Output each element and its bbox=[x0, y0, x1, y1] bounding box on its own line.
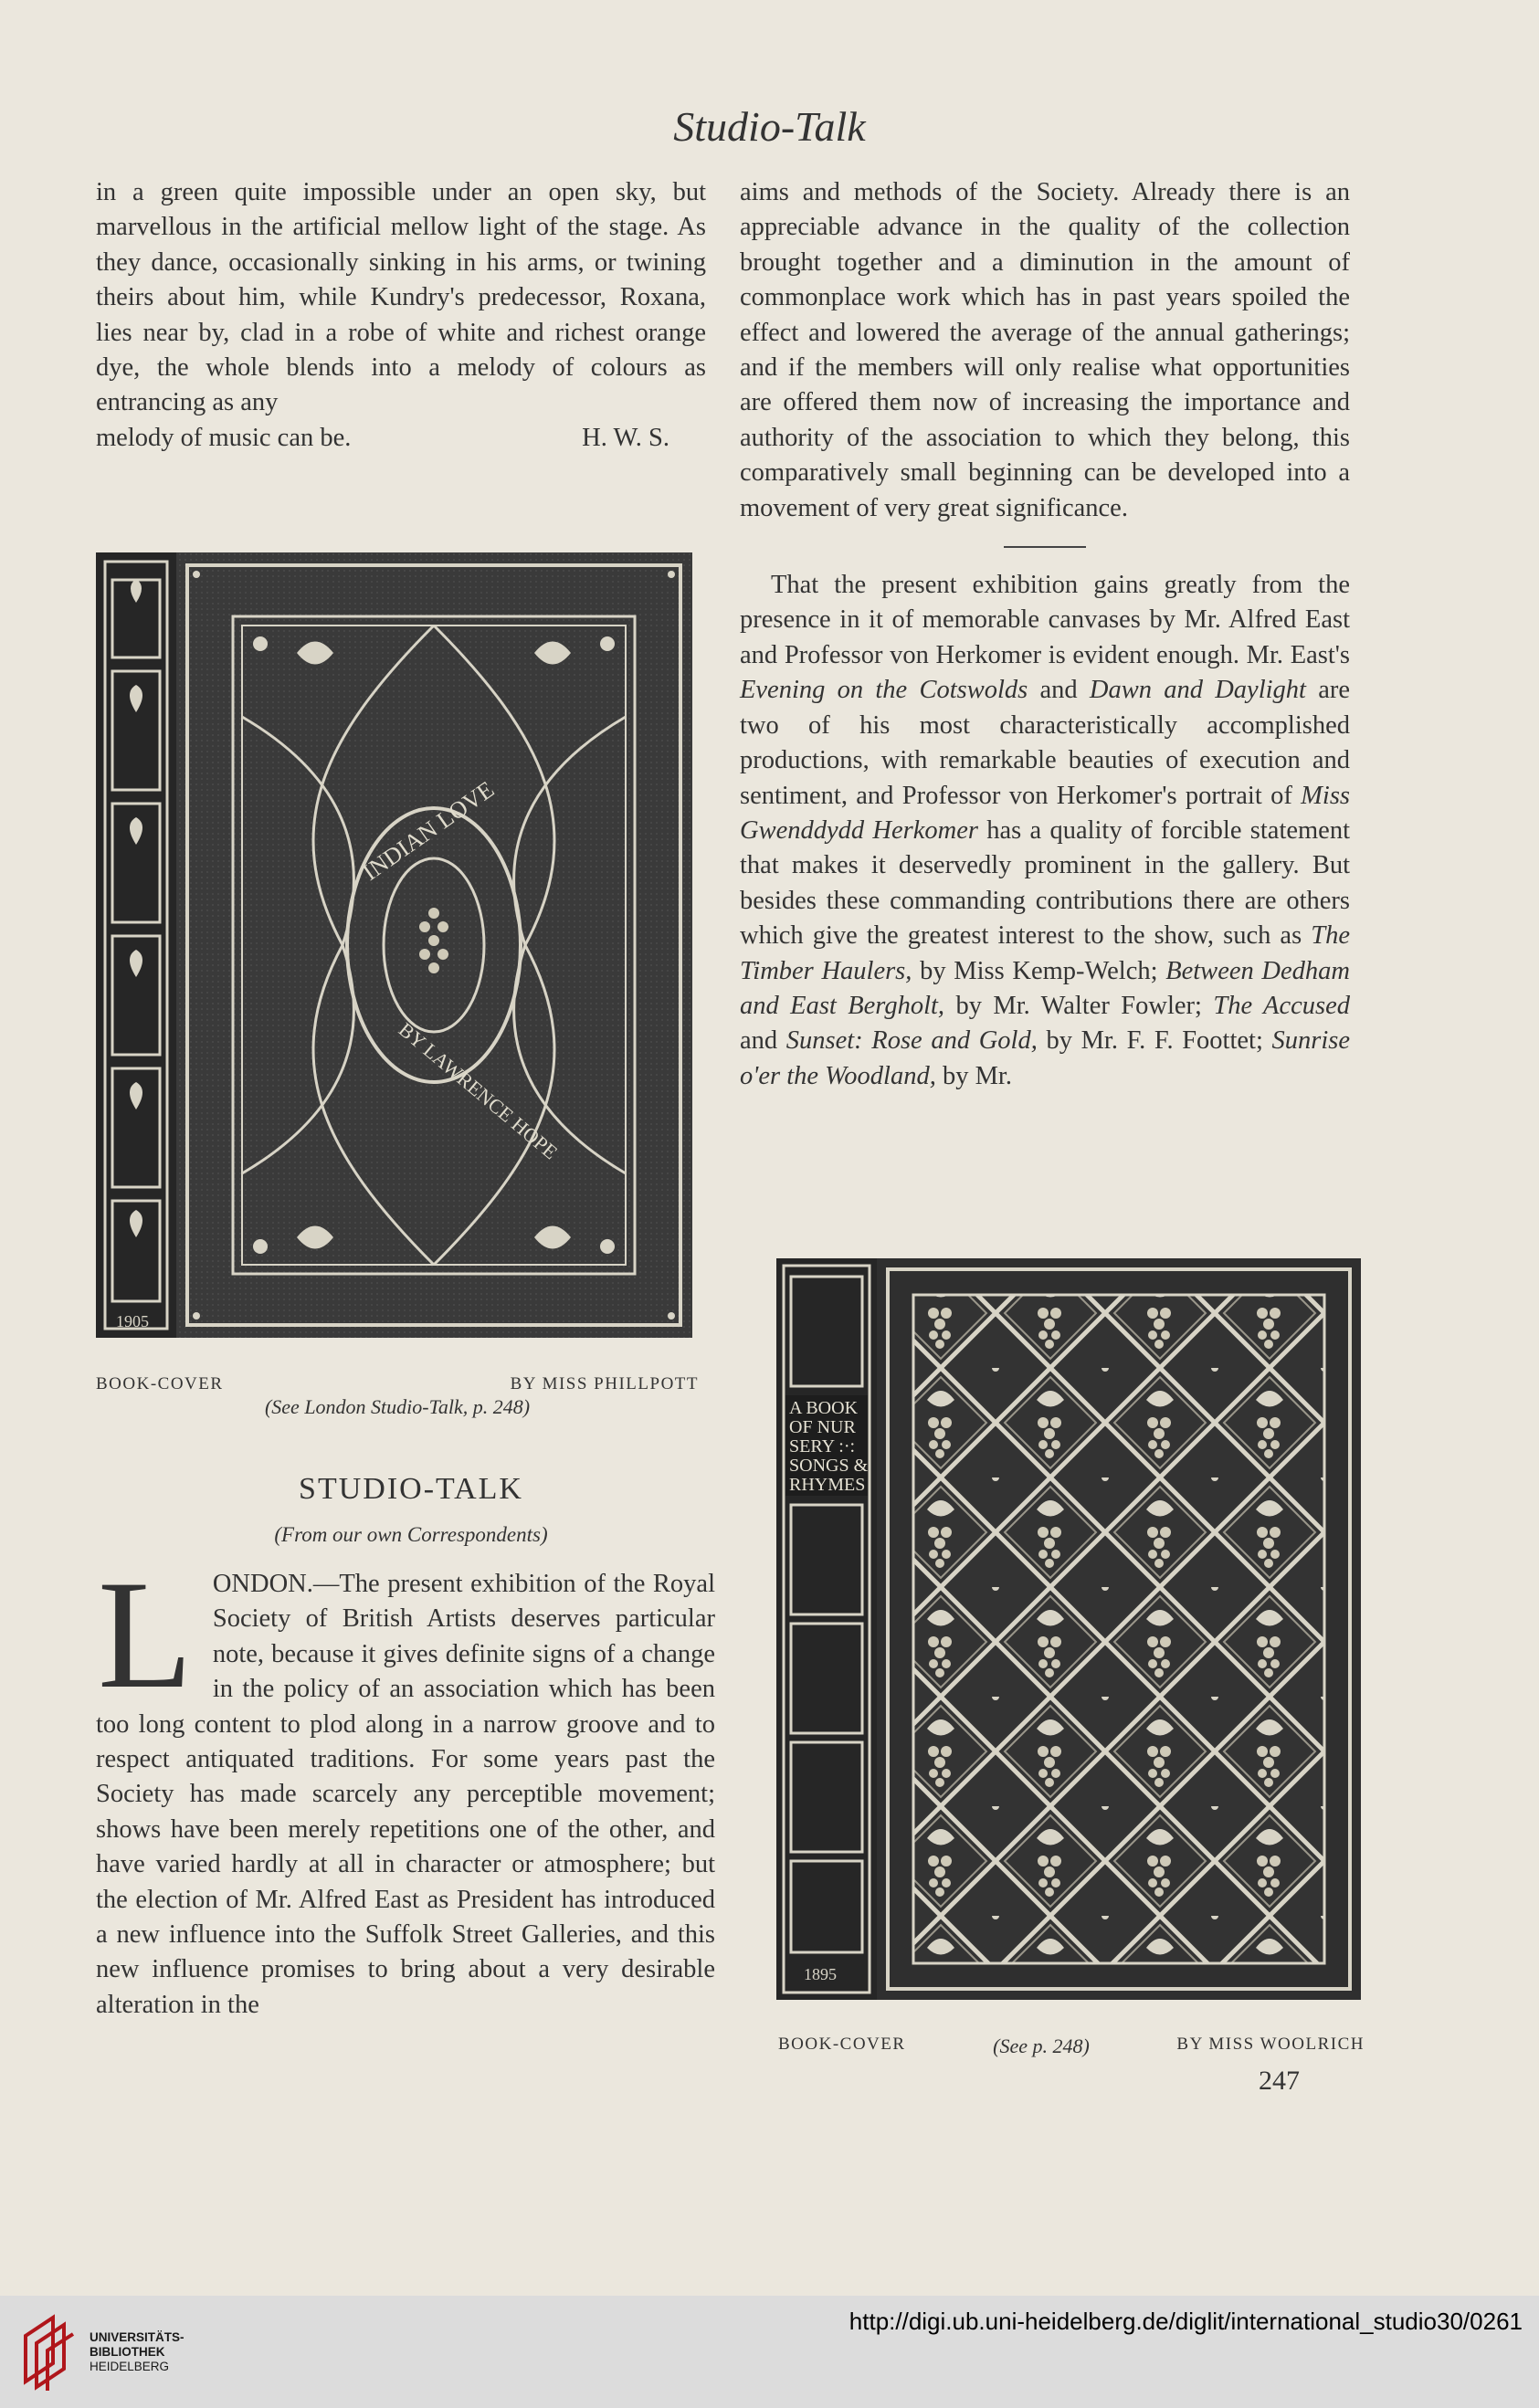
drop-cap: L bbox=[98, 1549, 193, 1720]
cover2-caption bbox=[778, 2035, 1365, 2058]
signoff-line bbox=[96, 421, 706, 456]
painting-title: Sunrise o'er the Woodland, bbox=[740, 1026, 1350, 1090]
painting-title: The Timber Haulers, bbox=[740, 921, 1350, 985]
cover1-caption-sub: (See London Studio-Talk, p. 248) bbox=[264, 1395, 531, 1418]
painting-title: Dawn and Daylight bbox=[1089, 676, 1306, 705]
left-column-top bbox=[96, 175, 706, 456]
cover1-caption-right: BY MISS PHILLPOTT bbox=[510, 1374, 699, 1393]
cover2-caption-left: BOOK-COVER bbox=[778, 2035, 906, 2054]
cover1-caption bbox=[96, 1374, 699, 1394]
painting-title: Between Dedham and East Bergholt, bbox=[740, 956, 1350, 1020]
painting-title: The Accused bbox=[1213, 991, 1350, 1020]
section-subtitle: (From our own Correspondents) bbox=[274, 1523, 548, 1546]
section-title: STUDIO-TALK bbox=[299, 1472, 523, 1506]
right-paragraph-2: That the present exhibition gains greatly from the presence in it of memorable canvases by Mr. Alfred East and Professor von Herkomer is evident enough. Mr. East's Evening on the Cotswolds and Dawn and Daylight are two of his most characteristically accomplished productions, with remarkable beauties of execution and sentiment, and Professor von Herkomer's portrait of Miss Gwenddydd Herkomer has a quality of forcible statement that makes it deservedly prominent in the gallery. But besides these commanding contributions there are others which give the greatest interest to the show, such as The Timber Haulers, by Miss Kemp-Welch; Between Dedham and East Bergholt, by Mr. Walter Fowler; The Accused and Sunset: Rose and Gold, by Mr. F. F. Foottet; Sunrise o'er the Woodland, by Mr. bbox=[740, 571, 1351, 1090]
source-url-link[interactable]: http://digi.ub.uni-heidelberg.de/diglit/international_studio30/0261 bbox=[849, 2308, 1523, 2335]
section-rule bbox=[1004, 546, 1086, 548]
painting-title: Evening on the Cotswolds bbox=[740, 676, 1028, 705]
left-bottom-paragraph: ONDON.—The present exhibition of the Royal Society of British Artists deserves particular note, because it gives definite signs of a change in the policy of an association which has been too long content to plod along in a narrow groove and to respect antiquated traditions. For some years past the Society has made scarcely any perceptible movement; shows have been merely repetitions one of the other, and have varied hardly at all in character or atmosphere; but the election of Mr. Alfred East as President has introduced a new influence into the Suffolk Street Galleries, and this new influence promises to bring about a very desirable alteration in the bbox=[96, 1570, 715, 2019]
running-head: Studio-Talk bbox=[673, 103, 866, 150]
cover2-caption-mid: (See p. 248) bbox=[993, 2035, 1090, 2057]
cover2-caption-right: BY MISS WOOLRICH bbox=[1176, 2035, 1365, 2054]
cover1-caption-left: BOOK-COVER bbox=[96, 1374, 224, 1393]
page-number: 247 bbox=[1259, 2066, 1300, 2096]
left-top-paragraph: in a green quite impossible under an open sky, but marvellous in the artificial mellow light of the stage. As they dance, occasionally sinking in his arms, or twining theirs about him, while Kundry's predecessor, Roxana, lies near by, clad in a robe of white and richest orange dye, the whole blends into a melody of colours as entrancing as any bbox=[96, 178, 706, 417]
right-paragraph-1: aims and methods of the Society. Already there is an appreciable advance in the quality of the collection brought together and a diminution in the amount of commonplace work which has in past years spoiled the effect and lowered the average of the annual gatherings; and if the members will only realise what opportunities are offered them now of increasing the importance and authority of the association to which they belong, this comparatively small beginning can be developed into a movement of very great significance. bbox=[740, 178, 1350, 522]
spine-label-line: OF NUR bbox=[789, 1417, 856, 1437]
library-logo-icon bbox=[16, 2308, 80, 2391]
left-column-bottom bbox=[96, 1549, 715, 2023]
spine-year: 1905 bbox=[116, 1312, 149, 1330]
cover-title: INDIAN LOVE bbox=[357, 775, 500, 886]
spine-label-line: A BOOK bbox=[789, 1398, 859, 1418]
library-name: UNIVERSITÄTS- BIBLIOTHEK HEIDELBERG bbox=[90, 2330, 184, 2373]
painting-title: Miss Gwenddydd Herkomer bbox=[740, 781, 1350, 845]
cover-author: BY LAWRENCE HOPE bbox=[394, 1017, 563, 1164]
spine-label-line: SONGS & bbox=[789, 1456, 869, 1476]
book-cover-indian-love-image bbox=[96, 552, 692, 1338]
painting-title: Sunset: Rose and Gold, bbox=[785, 1026, 1038, 1056]
right-column-top bbox=[740, 175, 1350, 1094]
left-top-last-line: melody of music can be. bbox=[96, 423, 352, 452]
spine-label-line: SERY :·: bbox=[789, 1436, 856, 1456]
spine-year: 1895 bbox=[804, 1965, 837, 1983]
spine-label-line: RHYMES bbox=[789, 1475, 866, 1495]
book-cover-nursery-songs-image bbox=[776, 1258, 1361, 2000]
front-board-lattice bbox=[913, 1295, 1324, 1963]
author-initials: H. W. S. bbox=[582, 423, 669, 452]
